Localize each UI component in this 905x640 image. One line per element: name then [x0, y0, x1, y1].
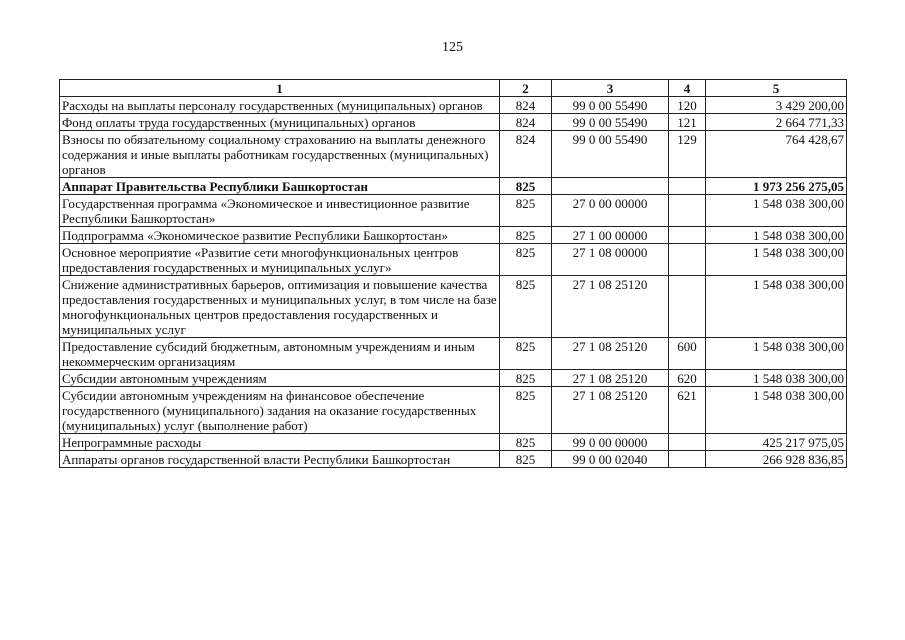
row-grbs-cell: 825	[500, 434, 552, 451]
row-sum-cell: 1 973 256 275,05	[706, 178, 847, 195]
row-sum-cell: 425 217 975,05	[706, 434, 847, 451]
table-row	[60, 451, 847, 468]
row-name-cell: Предоставление субсидий бюджетным, автономным учреждениям и иным некоммерческим организациям	[60, 338, 500, 370]
row-sum-cell: 1 548 038 300,00	[706, 227, 847, 244]
table-row	[60, 227, 847, 244]
budget-table	[59, 79, 847, 468]
row-csr-cell: 99 0 00 02040	[552, 451, 669, 468]
table-row	[60, 178, 847, 195]
row-grbs-cell: 824	[500, 97, 552, 114]
row-name-cell: Основное мероприятие «Развитие сети многофункциональных центров предоставления государственных и муниципальных услуг»	[60, 244, 500, 276]
header-col-3: 3	[552, 80, 669, 97]
row-name-cell: Субсидии автономным учреждениям	[60, 370, 500, 387]
row-vr-cell: 621	[669, 387, 706, 434]
row-csr-cell: 27 1 08 00000	[552, 244, 669, 276]
row-csr-cell: 27 1 08 25120	[552, 370, 669, 387]
row-csr-cell: 99 0 00 55490	[552, 131, 669, 178]
table-row	[60, 338, 847, 370]
table-row	[60, 387, 847, 434]
page-number: 125	[442, 40, 463, 55]
row-vr-cell	[669, 195, 706, 227]
row-csr-cell: 27 0 00 00000	[552, 195, 669, 227]
row-vr-cell	[669, 434, 706, 451]
row-name-cell: Аппараты органов государственной власти Республики Башкортостан	[60, 451, 500, 468]
row-grbs-cell: 825	[500, 227, 552, 244]
row-vr-cell: 121	[669, 114, 706, 131]
row-name-cell: Субсидии автономным учреждениям на финансовое обеспечение государственного (муниципального) задания на оказание государственных (муниципальных) услуг (выполнение работ)	[60, 387, 500, 434]
header-col-1: 1	[60, 80, 500, 97]
table-row	[60, 276, 847, 338]
row-vr-cell: 129	[669, 131, 706, 178]
row-grbs-cell: 825	[500, 387, 552, 434]
table-row	[60, 434, 847, 451]
row-sum-cell: 1 548 038 300,00	[706, 338, 847, 370]
row-name-cell: Взносы по обязательному социальному страхованию на выплаты денежного содержания и иные выплаты работникам государственных (муниципальных) органов	[60, 131, 500, 178]
row-name-cell: Снижение административных барьеров, оптимизация и повышение качества предоставления государственных и муниципальных услуг, в том числе на базе многофункциональных центров предоставления государственных и муниципальных услуг	[60, 276, 500, 338]
row-grbs-cell: 825	[500, 276, 552, 338]
row-vr-cell: 120	[669, 97, 706, 114]
row-csr-cell: 99 0 00 00000	[552, 434, 669, 451]
header-col-4: 4	[669, 80, 706, 97]
header-col-2: 2	[500, 80, 552, 97]
row-vr-cell	[669, 227, 706, 244]
row-name-cell: Фонд оплаты труда государственных (муниципальных) органов	[60, 114, 500, 131]
table-row	[60, 114, 847, 131]
row-grbs-cell: 824	[500, 131, 552, 178]
row-grbs-cell: 825	[500, 370, 552, 387]
row-grbs-cell: 825	[500, 451, 552, 468]
row-csr-cell: 27 1 00 00000	[552, 227, 669, 244]
row-name-cell: Подпрограмма «Экономическое развитие Республики Башкортостан»	[60, 227, 500, 244]
row-vr-cell	[669, 244, 706, 276]
row-sum-cell: 266 928 836,85	[706, 451, 847, 468]
row-name-cell: Непрограммные расходы	[60, 434, 500, 451]
table-row	[60, 131, 847, 178]
row-vr-cell: 600	[669, 338, 706, 370]
row-sum-cell: 3 429 200,00	[706, 97, 847, 114]
row-vr-cell: 620	[669, 370, 706, 387]
row-vr-cell	[669, 178, 706, 195]
row-sum-cell: 1 548 038 300,00	[706, 370, 847, 387]
table-row	[60, 370, 847, 387]
header-col-5: 5	[706, 80, 847, 97]
row-csr-cell: 99 0 00 55490	[552, 97, 669, 114]
row-sum-cell: 1 548 038 300,00	[706, 276, 847, 338]
row-name-cell: Государственная программа «Экономическое и инвестиционное развитие Республики Башкортостан»	[60, 195, 500, 227]
row-vr-cell	[669, 276, 706, 338]
row-grbs-cell: 825	[500, 244, 552, 276]
row-csr-cell: 27 1 08 25120	[552, 276, 669, 338]
row-grbs-cell: 824	[500, 114, 552, 131]
row-sum-cell: 764 428,67	[706, 131, 847, 178]
row-sum-cell: 2 664 771,33	[706, 114, 847, 131]
header-row	[60, 80, 847, 97]
row-sum-cell: 1 548 038 300,00	[706, 387, 847, 434]
table-row	[60, 244, 847, 276]
row-grbs-cell: 825	[500, 195, 552, 227]
row-csr-cell	[552, 178, 669, 195]
row-csr-cell: 27 1 08 25120	[552, 338, 669, 370]
row-sum-cell: 1 548 038 300,00	[706, 195, 847, 227]
row-name-cell: Расходы на выплаты персоналу государственных (муниципальных) органов	[60, 97, 500, 114]
row-sum-cell: 1 548 038 300,00	[706, 244, 847, 276]
row-grbs-cell: 825	[500, 338, 552, 370]
row-csr-cell: 99 0 00 55490	[552, 114, 669, 131]
row-grbs-cell: 825	[500, 178, 552, 195]
row-name-cell: Аппарат Правительства Республики Башкортостан	[60, 178, 500, 195]
table-row	[60, 97, 847, 114]
row-csr-cell: 27 1 08 25120	[552, 387, 669, 434]
table-row	[60, 195, 847, 227]
row-vr-cell	[669, 451, 706, 468]
